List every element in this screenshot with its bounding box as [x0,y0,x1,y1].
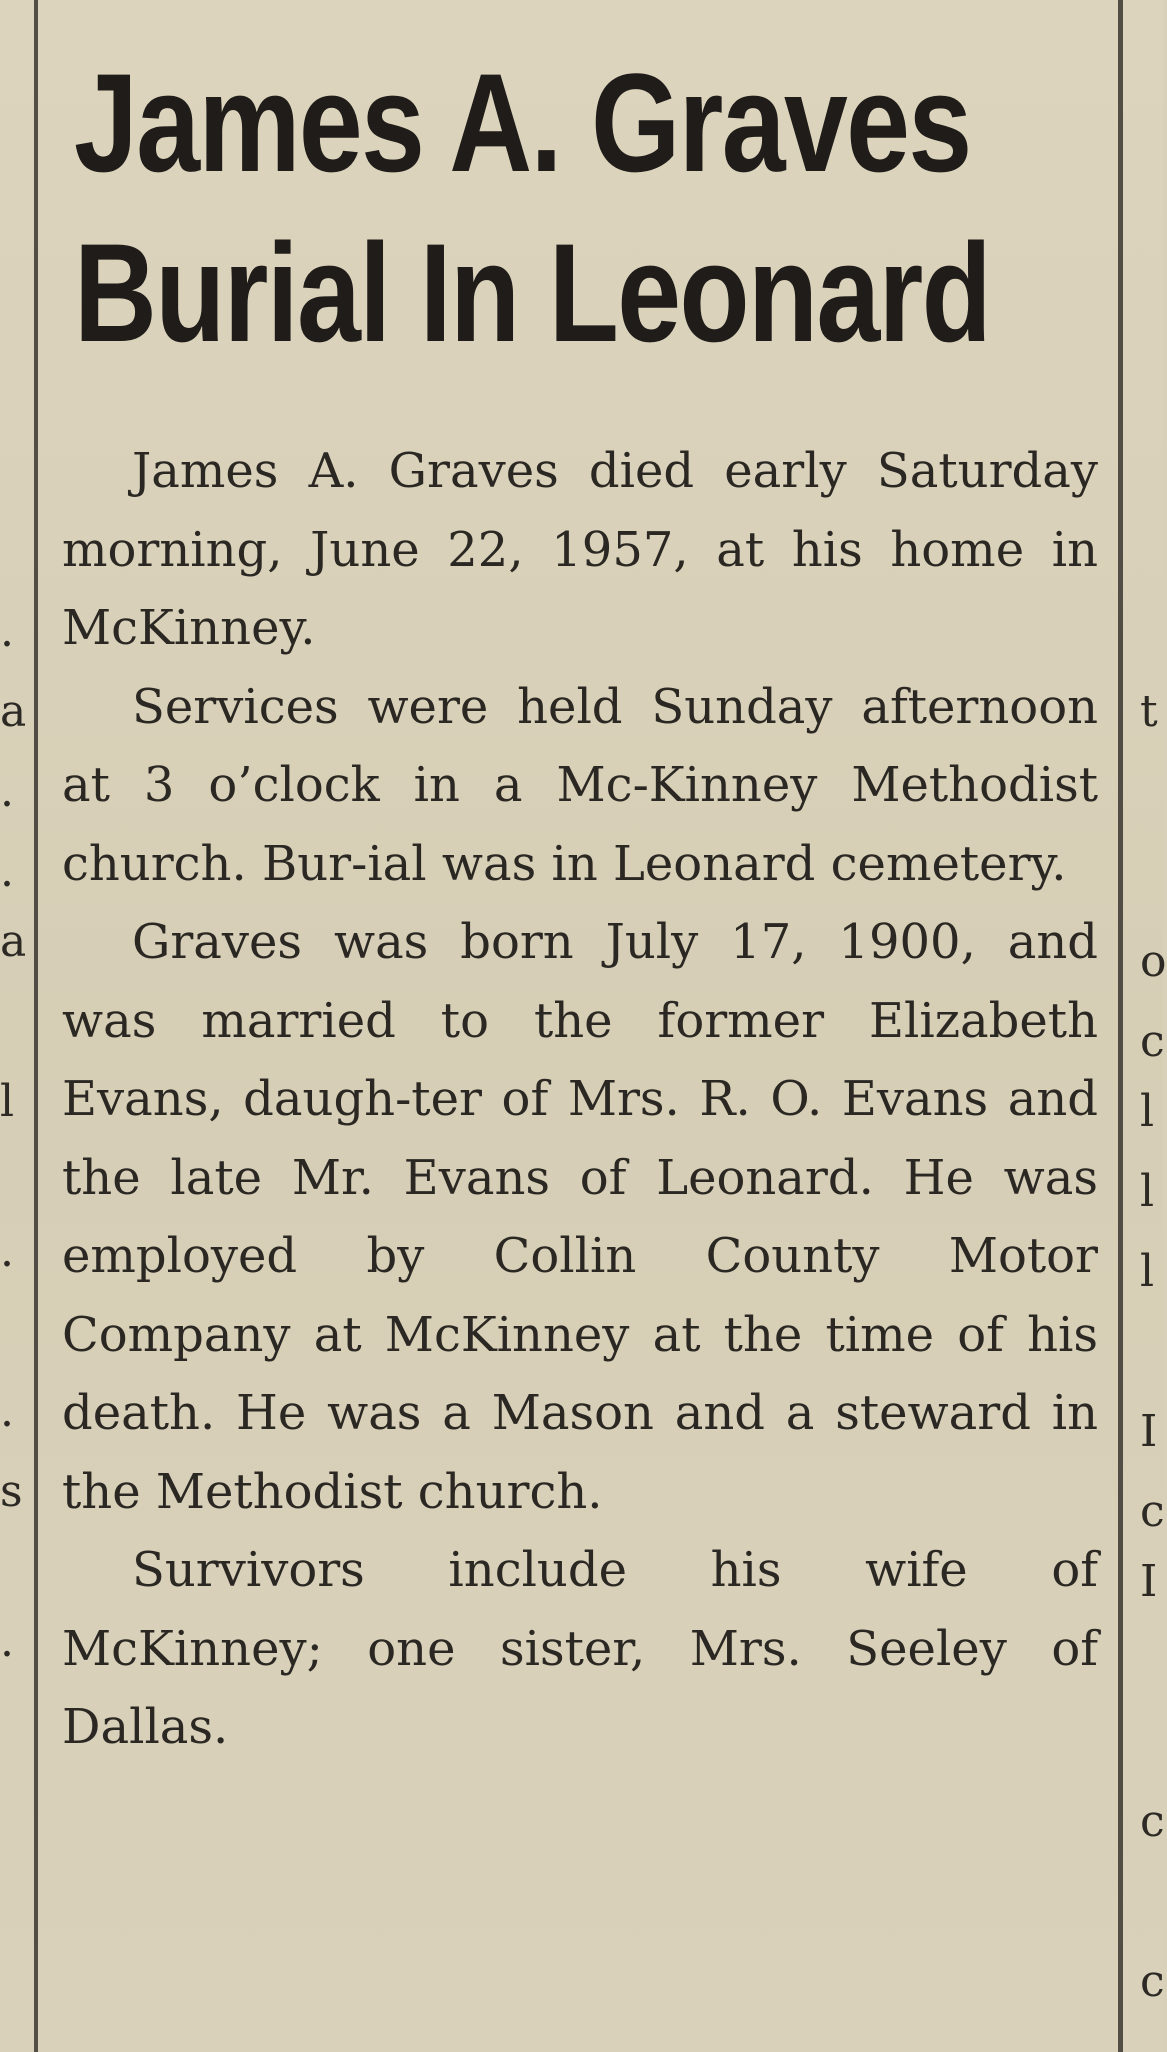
headline-line-2: Burial In Leonard [74,214,991,371]
left-column-fragment: l [0,1076,15,1127]
article-paragraph: James A. Graves died early Saturday morning, June 22, 1957, at his home in McKinney. [62,443,1098,656]
right-column-fragment: c [1140,1796,1165,1847]
left-column-fragment: . [0,1616,14,1667]
left-column-fragment: s [0,1466,23,1517]
article-paragraph: Graves was born July 17, 1900, and was married to the former Elizabeth Evans, daugh-ter of Mrs. R. O. Evans and the late Mr. Evans of Leonard. He was employed by Collin County Motor Company at McKinney at the time of his death. He was a Mason and a steward in the Methodist church. [62,914,1098,1520]
headline-line-1: James A. Graves [74,44,971,201]
left-column-fragment: a [0,686,27,737]
article-paragraph: Survivors include his wife of McKinney; one sister, Mrs. Seeley of Dallas. [62,1542,1098,1755]
right-column-fragment: c [1140,1016,1165,1067]
article-headline [74,38,991,378]
right-column-fragment: I [1140,1556,1158,1607]
left-column-fragment: . [0,846,14,897]
left-column-fragment: a [0,916,27,967]
right-column-fragment: c [1140,1956,1165,2007]
column-rule-right [1118,0,1123,2052]
right-column-fragment: l [1140,1086,1155,1137]
right-column-fragment: o [1140,936,1167,987]
column-rule-left [34,0,38,2052]
right-column-fragment: l [1140,1246,1155,1297]
right-column-fragment: l [1140,1166,1155,1217]
article-body [62,432,1098,1767]
left-column-fragment: . [0,606,14,657]
right-column-fragment: I [1140,1406,1158,1457]
left-column-fragment: . [0,1226,14,1277]
right-column-fragment: t [1140,686,1158,737]
right-column-fragment: c [1140,1486,1165,1537]
left-column-fragment: . [0,766,14,817]
article-paragraph: Services were held Sunday afternoon at 3 o’clock in a Mc-Kinney Methodist church. Bur-ial was in Leonard cemetery. [62,678,1098,892]
left-column-fragment: . [0,1386,14,1437]
